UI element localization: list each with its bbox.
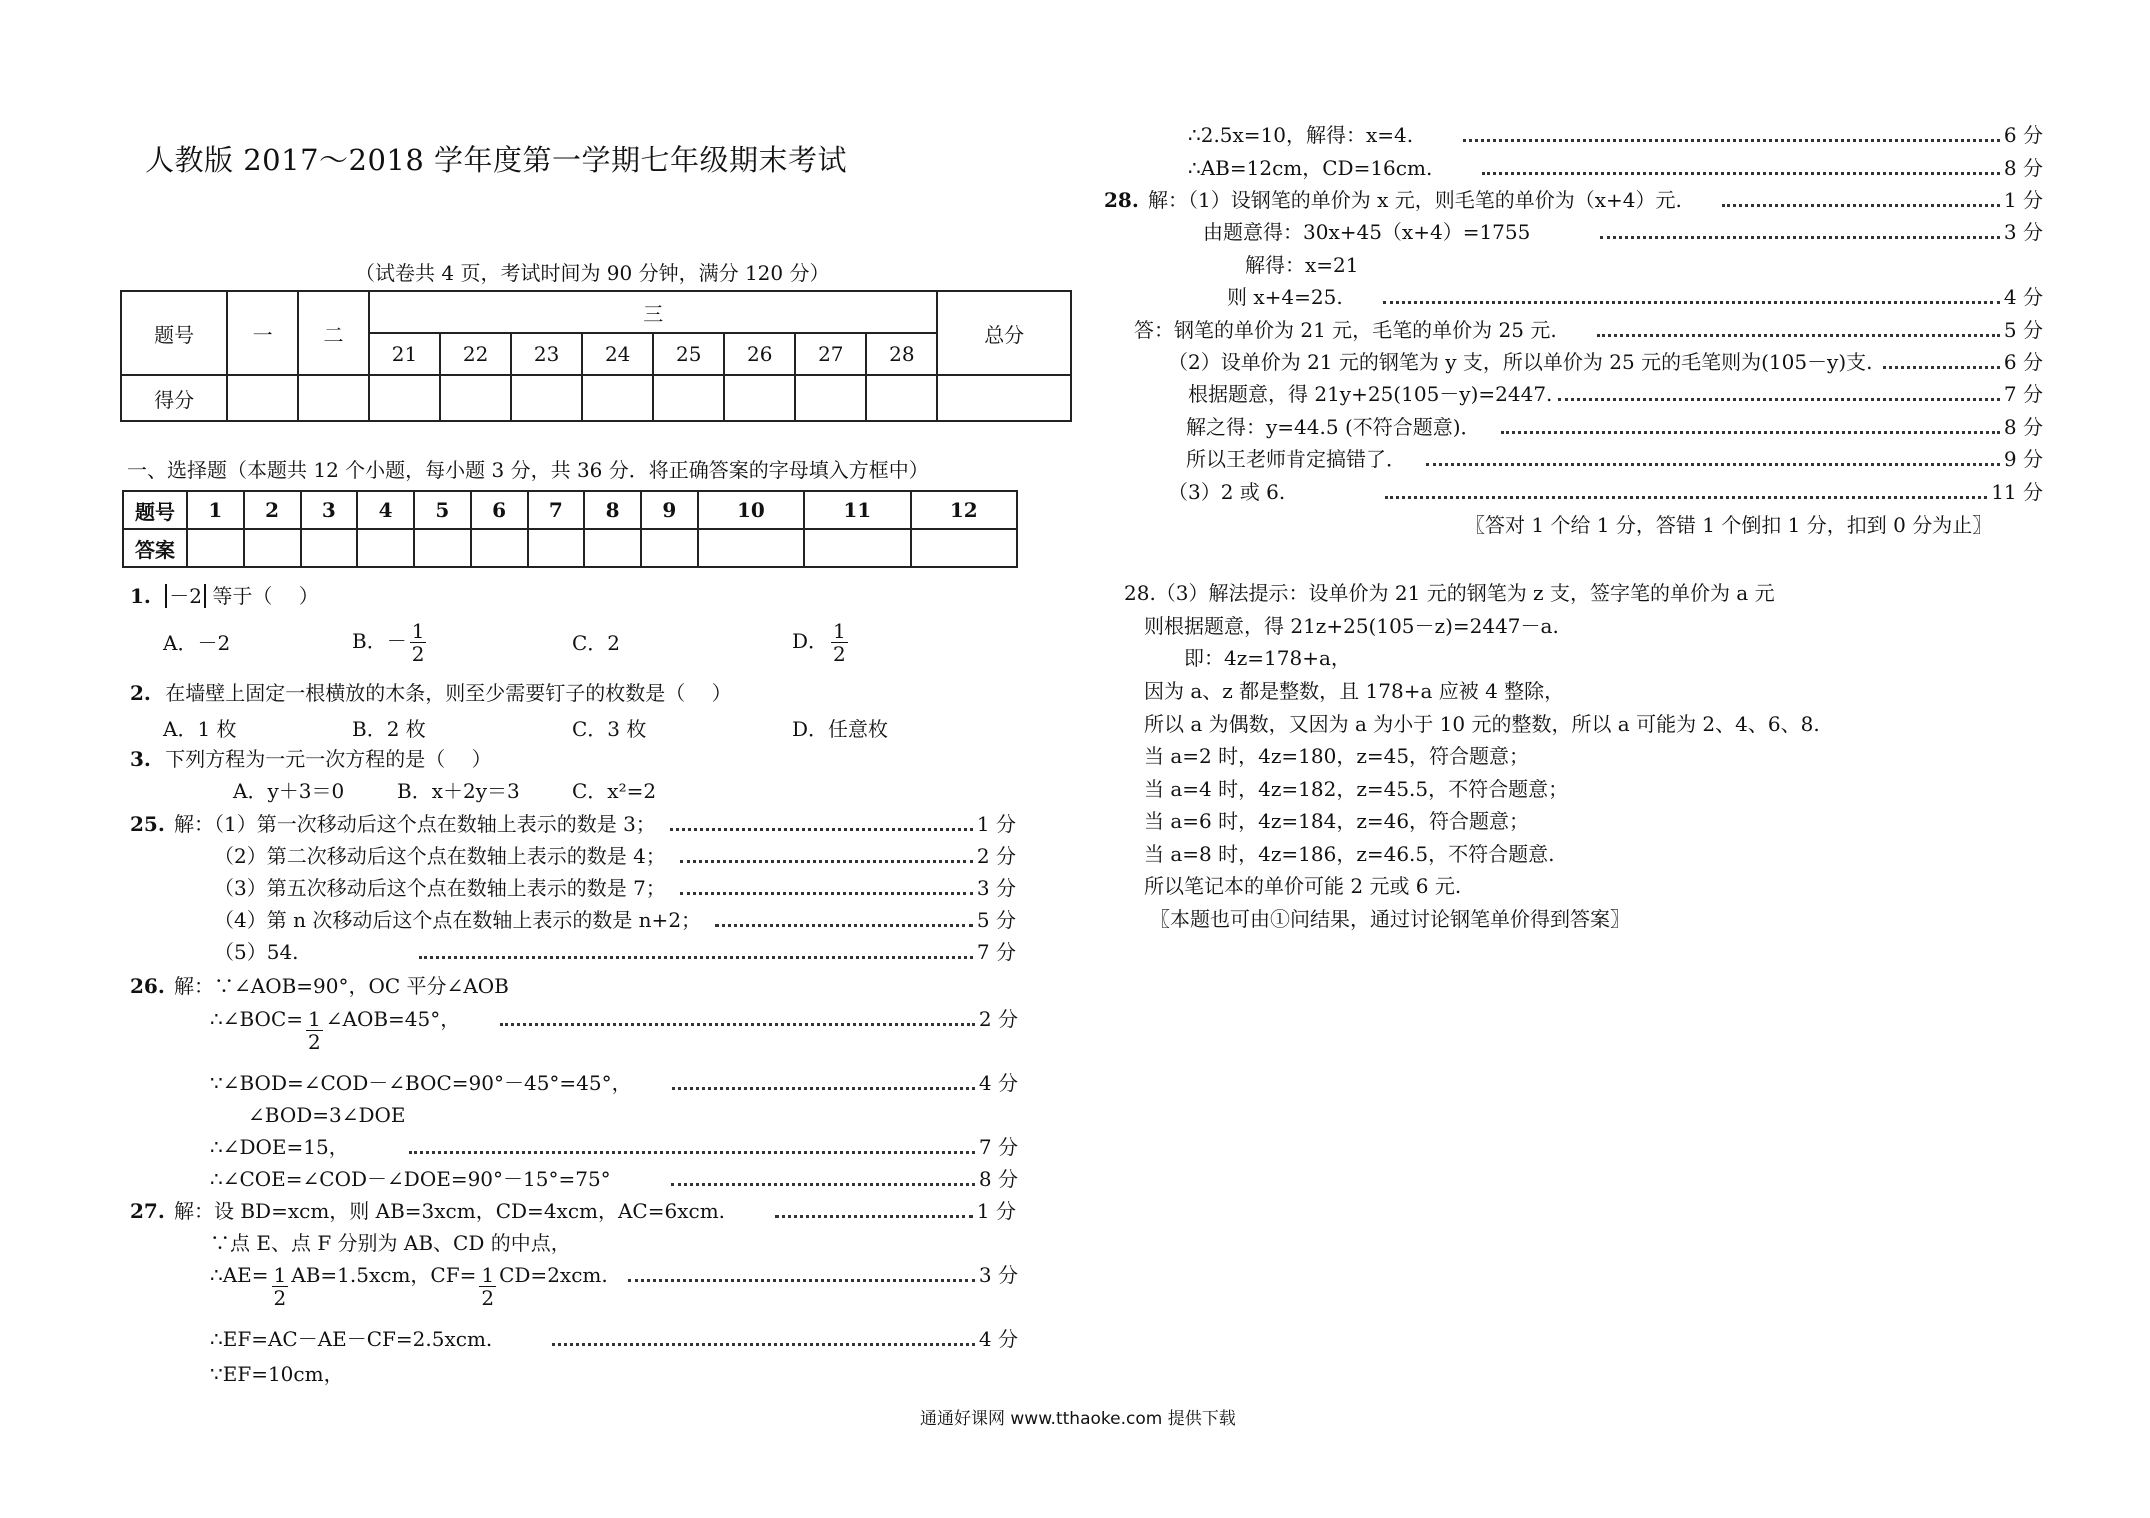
hint-line: 因为 a、z 都是整数，且 178+a 应被 4 整除， [1144, 679, 1565, 703]
answer-cell [187, 529, 244, 567]
answer-cell [584, 529, 641, 567]
fraction [831, 620, 848, 665]
answer-text: ∴AE= [210, 1263, 269, 1287]
option-label: D． [792, 629, 829, 653]
q1-option-c: C．2 [572, 631, 621, 655]
answer-table-number: 4 [357, 491, 414, 529]
q27-line: ∵点 E、点 F 分别为 AB、CD 的中点， [210, 1231, 571, 1255]
score-cell [724, 375, 795, 421]
fraction-numerator: 1 [411, 619, 425, 643]
leader-dots [409, 1151, 975, 1154]
answer-text: CD=2xcm. [499, 1263, 608, 1287]
fraction-denominator: 2 [411, 642, 425, 666]
points: 8 分 [978, 1167, 1018, 1191]
question-25-number: 25. [130, 812, 165, 836]
score-cell [369, 375, 440, 421]
q27-line [210, 1262, 1018, 1309]
right-line [1203, 219, 2043, 245]
points: 7 分 [978, 1135, 1018, 1159]
answer-text: 根据题意，得 21y+25(105－y)=2447. [1188, 382, 1553, 406]
points: 5 分 [976, 908, 1016, 932]
fraction-numerator: 1 [308, 1007, 321, 1031]
points: 9 分 [2003, 447, 2043, 471]
answer-cell [698, 529, 804, 567]
hint-line: 所以 a 为偶数，又因为 a 为小于 10 元的整数，所以 a 可能为 2、4、6、8. [1144, 712, 1820, 736]
right-line [1186, 414, 2043, 440]
score-table-col: 一 [227, 291, 298, 375]
fraction-denominator: 2 [308, 1030, 321, 1054]
question-text: 下列方程为一元一次方程的是（ ） [165, 747, 492, 771]
answer-table [122, 490, 1018, 568]
abs-expression: －2 [165, 584, 206, 608]
leader-dots [628, 1279, 975, 1282]
question-27-number: 27. [130, 1199, 165, 1223]
fraction-denominator: 2 [833, 642, 846, 666]
score-table-total: 总分 [937, 291, 1071, 375]
answer-text: 由题意得：30x+45（x+4）=1755 [1203, 220, 1531, 244]
score-table-sub-col: 22 [440, 333, 511, 375]
score-table-sub-col: 28 [866, 333, 937, 375]
leader-dots [715, 924, 973, 927]
option-label: B．－ [352, 629, 407, 653]
points: 7 分 [2003, 382, 2043, 406]
question-3 [130, 746, 492, 772]
answer-cell [804, 529, 910, 567]
q26-line [210, 1134, 1018, 1160]
right-line [1168, 349, 2043, 375]
score-table-label-score: 得分 [121, 375, 227, 421]
fraction-denominator: 2 [481, 1286, 495, 1310]
q25-line [214, 907, 1016, 933]
score-table-sub-col: 23 [511, 333, 582, 375]
answer-text: ∴∠BOC= [210, 1007, 304, 1031]
fraction [479, 1264, 496, 1309]
score-table-sub-col: 27 [795, 333, 866, 375]
points: 11 分 [1991, 480, 2043, 504]
fraction-numerator: 1 [833, 619, 846, 643]
question-number: 3. [130, 747, 151, 771]
question-number: 1. [130, 584, 151, 608]
q27-line [174, 1198, 1016, 1224]
question-number: 2. [130, 681, 151, 705]
answer-text: ∴∠COE=∠COD－∠DOE=90°－15°=75° [210, 1167, 611, 1191]
q3-option-a: A．y＋3＝0 [233, 779, 345, 803]
answer-cell [471, 529, 528, 567]
points: 1 分 [976, 812, 1016, 836]
answer-text: 解：设 BD=xcm，则 AB=3xcm，CD=4xcm，AC=6xcm. [174, 1199, 726, 1223]
right-line [1188, 381, 2043, 407]
answer-text: （2）设单价为 21 元的钢笔为 y 支，所以单价为 25 元的毛笔则为(105－y)支. [1168, 350, 1873, 374]
leader-dots [680, 860, 973, 863]
page-title: 人教版 2017～2018 学年度第一学期七年级期末考试 [145, 143, 848, 177]
question-26-number: 26. [130, 974, 165, 998]
answer-table-label-no: 题号 [123, 491, 187, 529]
q2-option-a: A．1 枚 [163, 717, 237, 741]
answer-cell [301, 529, 358, 567]
answer-cell [414, 529, 471, 567]
q26-line: ∠BOD=3∠DOE [248, 1103, 406, 1127]
score-table-col: 二 [298, 291, 369, 375]
score-table [120, 290, 1072, 422]
answer-text: ∴EF=AC－AE－CF=2.5xcm. [210, 1327, 493, 1351]
answer-text: ∴∠DOE=15， [210, 1135, 349, 1159]
right-line [1148, 187, 2043, 213]
points: 5 分 [2003, 318, 2043, 342]
answer-table-label-ans: 答案 [123, 529, 187, 567]
points: 1 分 [976, 1199, 1016, 1223]
answer-text: ∵∠BOD=∠COD－∠BOC=90°－45°=45°， [210, 1071, 632, 1095]
score-table-sub-col: 26 [724, 333, 795, 375]
hint-line: 〖本题也可由①问结果，通过讨论钢笔单价得到答案〗 [1150, 907, 1630, 931]
leader-dots [1426, 463, 2000, 466]
hint-line: 即：4z=178+a， [1184, 646, 1351, 670]
points: 4 分 [978, 1327, 1018, 1351]
leader-dots [1385, 496, 1987, 499]
answer-text: ∠AOB=45°， [325, 1007, 461, 1031]
answer-text: 则 x+4=25. [1227, 285, 1343, 309]
q2-option-c: C．3 枚 [572, 717, 647, 741]
answer-table-number: 1 [187, 491, 244, 529]
q1-option-a: A．－2 [163, 631, 231, 655]
points: 3 分 [976, 876, 1016, 900]
q25-line [214, 875, 1016, 901]
answer-cell [357, 529, 414, 567]
section1-heading: 一、选择题（本题共 12 个小题，每小题 3 分，共 36 分．将正确答案的字母填入方框中） [127, 458, 929, 482]
right-line [1168, 479, 2043, 505]
fraction [410, 620, 427, 665]
points: 3 分 [2003, 220, 2043, 244]
score-table-group: 三 [369, 291, 937, 333]
hint-line: 当 a=4 时，4z=182，z=45.5，不符合题意； [1144, 777, 1569, 801]
score-cell [227, 375, 298, 421]
leader-dots [670, 828, 973, 831]
points: 3 分 [978, 1263, 1018, 1287]
answer-table-number: 6 [471, 491, 528, 529]
answer-cell [641, 529, 698, 567]
q2-option-b: B．2 枚 [352, 717, 426, 741]
hint-line: 当 a=6 时，4z=184，z=46，符合题意； [1144, 809, 1530, 833]
leader-dots [680, 892, 973, 895]
q26-line [210, 1166, 1018, 1192]
leader-dots [500, 1023, 975, 1026]
points: 4 分 [2003, 285, 2043, 309]
leader-dots [671, 1183, 975, 1186]
points: 4 分 [978, 1071, 1018, 1095]
right-line [1188, 155, 2043, 181]
answer-table-number: 12 [911, 491, 1018, 529]
answer-text: ∴2.5x=10，解得：x=4. [1188, 123, 1414, 147]
scoring-note: 〖答对 1 个给 1 分，答错 1 个倒扣 1 分，扣到 0 分为止〗 [1465, 513, 1993, 537]
right-line [1134, 317, 2043, 343]
score-cell [866, 375, 937, 421]
q2-option-d: D．任意枚 [792, 717, 889, 741]
hint-line: 所以笔记本的单价可能 2 元或 6 元. [1144, 874, 1462, 898]
score-table-sub-col: 25 [653, 333, 724, 375]
answer-table-number: 10 [698, 491, 804, 529]
answer-table-number: 5 [414, 491, 471, 529]
points: 6 分 [2003, 350, 2043, 374]
footer: 通通好课网 www.tthaoke.com 提供下载 [920, 1409, 1236, 1429]
q25-line [214, 843, 1016, 869]
score-cell [653, 375, 724, 421]
answer-table-number: 3 [301, 491, 358, 529]
question-text: 在墙壁上固定一根横放的木条，则至少需要钉子的枚数是（ ） [165, 681, 732, 705]
fraction-denominator: 2 [273, 1286, 287, 1310]
fraction [272, 1264, 289, 1309]
answer-text: 解：（1）第一次移动后这个点在数轴上表示的数是 3； [174, 812, 656, 836]
answer-text: （3）2 或 6. [1168, 480, 1286, 504]
right-line [1186, 446, 2043, 472]
leader-dots [1722, 204, 2000, 207]
answer-text: 所以王老师肯定搞错了． [1186, 447, 1406, 471]
leader-dots [1558, 398, 2000, 401]
right-line: 解得：x=21 [1245, 253, 1359, 277]
answer-cell [528, 529, 585, 567]
points: 7 分 [976, 940, 1016, 964]
points: 2 分 [976, 844, 1016, 868]
score-cell [298, 375, 369, 421]
answer-text: （5）54. [214, 940, 299, 964]
answer-text: ∴AB=12cm，CD=16cm. [1188, 156, 1433, 180]
q3-option-b: B．x＋2y＝3 [397, 779, 520, 803]
question-2 [130, 680, 732, 706]
points: 8 分 [2003, 156, 2043, 180]
fraction-numerator: 1 [273, 1263, 287, 1287]
answer-table-number: 2 [244, 491, 301, 529]
leader-dots [775, 1215, 973, 1218]
points: 6 分 [2003, 123, 2043, 147]
q25-line [214, 939, 1016, 965]
question-1 [130, 583, 319, 609]
points: 8 分 [2003, 415, 2043, 439]
exam-info: （试卷共 4 页，考试时间为 90 分钟，满分 120 分） [355, 261, 830, 285]
right-line [1227, 284, 2043, 310]
leader-dots [1883, 366, 2000, 369]
leader-dots [1600, 236, 2000, 239]
hint-line: 28.（3）解法提示：设单价为 21 元的钢笔为 z 支，签字笔的单价为 a 元 [1124, 581, 1775, 605]
q1-option-b [352, 620, 429, 665]
hint-line: 当 a=8 时，4z=186，z=46.5，不符合题意. [1144, 842, 1555, 866]
q3-option-c: C．x²=2 [572, 779, 657, 803]
q26-line [210, 1006, 1018, 1053]
answer-text: （2）第二次移动后这个点在数轴上表示的数是 4； [214, 844, 666, 868]
answer-text: 解之得：y=44.5 (不符合题意)． [1186, 415, 1481, 439]
score-cell [582, 375, 653, 421]
answer-table-number: 11 [804, 491, 910, 529]
q1-option-d [792, 620, 851, 665]
fraction-numerator: 1 [481, 1263, 495, 1287]
fraction [306, 1008, 323, 1053]
points: 1 分 [2003, 188, 2043, 212]
leader-dots [1597, 334, 2000, 337]
question-text: 等于（ ） [212, 584, 319, 608]
answer-text: 答：钢笔的单价为 21 元，毛笔的单价为 25 元. [1134, 318, 1557, 342]
q26-line: 解：∵∠AOB=90°，OC 平分∠AOB [174, 974, 509, 998]
question-28-number: 28. [1104, 188, 1139, 212]
q25-line [174, 811, 1016, 837]
q26-line [210, 1070, 1018, 1096]
points: 2 分 [978, 1007, 1018, 1031]
answer-text: 解：（1）设钢笔的单价为 x 元，则毛笔的单价为（x+4）元. [1148, 188, 1682, 212]
answer-cell [244, 529, 301, 567]
answer-table-number: 8 [584, 491, 641, 529]
answer-table-number: 7 [528, 491, 585, 529]
leader-dots [1383, 301, 2000, 304]
leader-dots [1482, 172, 2000, 175]
answer-text: （3）第五次移动后这个点在数轴上表示的数是 7； [214, 876, 666, 900]
score-cell [937, 375, 1071, 421]
q27-line: ∵EF=10cm， [210, 1362, 344, 1386]
answer-table-number: 9 [641, 491, 698, 529]
answer-text: AB=1.5xcm，CF= [291, 1263, 477, 1287]
leader-dots [672, 1087, 975, 1090]
leader-dots [419, 956, 973, 959]
hint-line: 则根据题意，得 21z+25(105－z)=2447－a. [1144, 614, 1559, 638]
q27-line [210, 1326, 1018, 1352]
score-table-sub-col: 21 [369, 333, 440, 375]
score-cell [440, 375, 511, 421]
answer-cell [911, 529, 1018, 567]
hint-line: 当 a=2 时，4z=180，z=45，符合题意； [1144, 744, 1530, 768]
leader-dots [1501, 431, 2000, 434]
leader-dots [1463, 139, 2000, 142]
score-cell [511, 375, 582, 421]
score-table-sub-col: 24 [582, 333, 653, 375]
right-line [1188, 122, 2043, 148]
score-cell [795, 375, 866, 421]
answer-text: （4）第 n 次移动后这个点在数轴上表示的数是 n+2； [214, 908, 702, 932]
score-table-label-no: 题号 [121, 291, 227, 375]
leader-dots [552, 1343, 975, 1346]
